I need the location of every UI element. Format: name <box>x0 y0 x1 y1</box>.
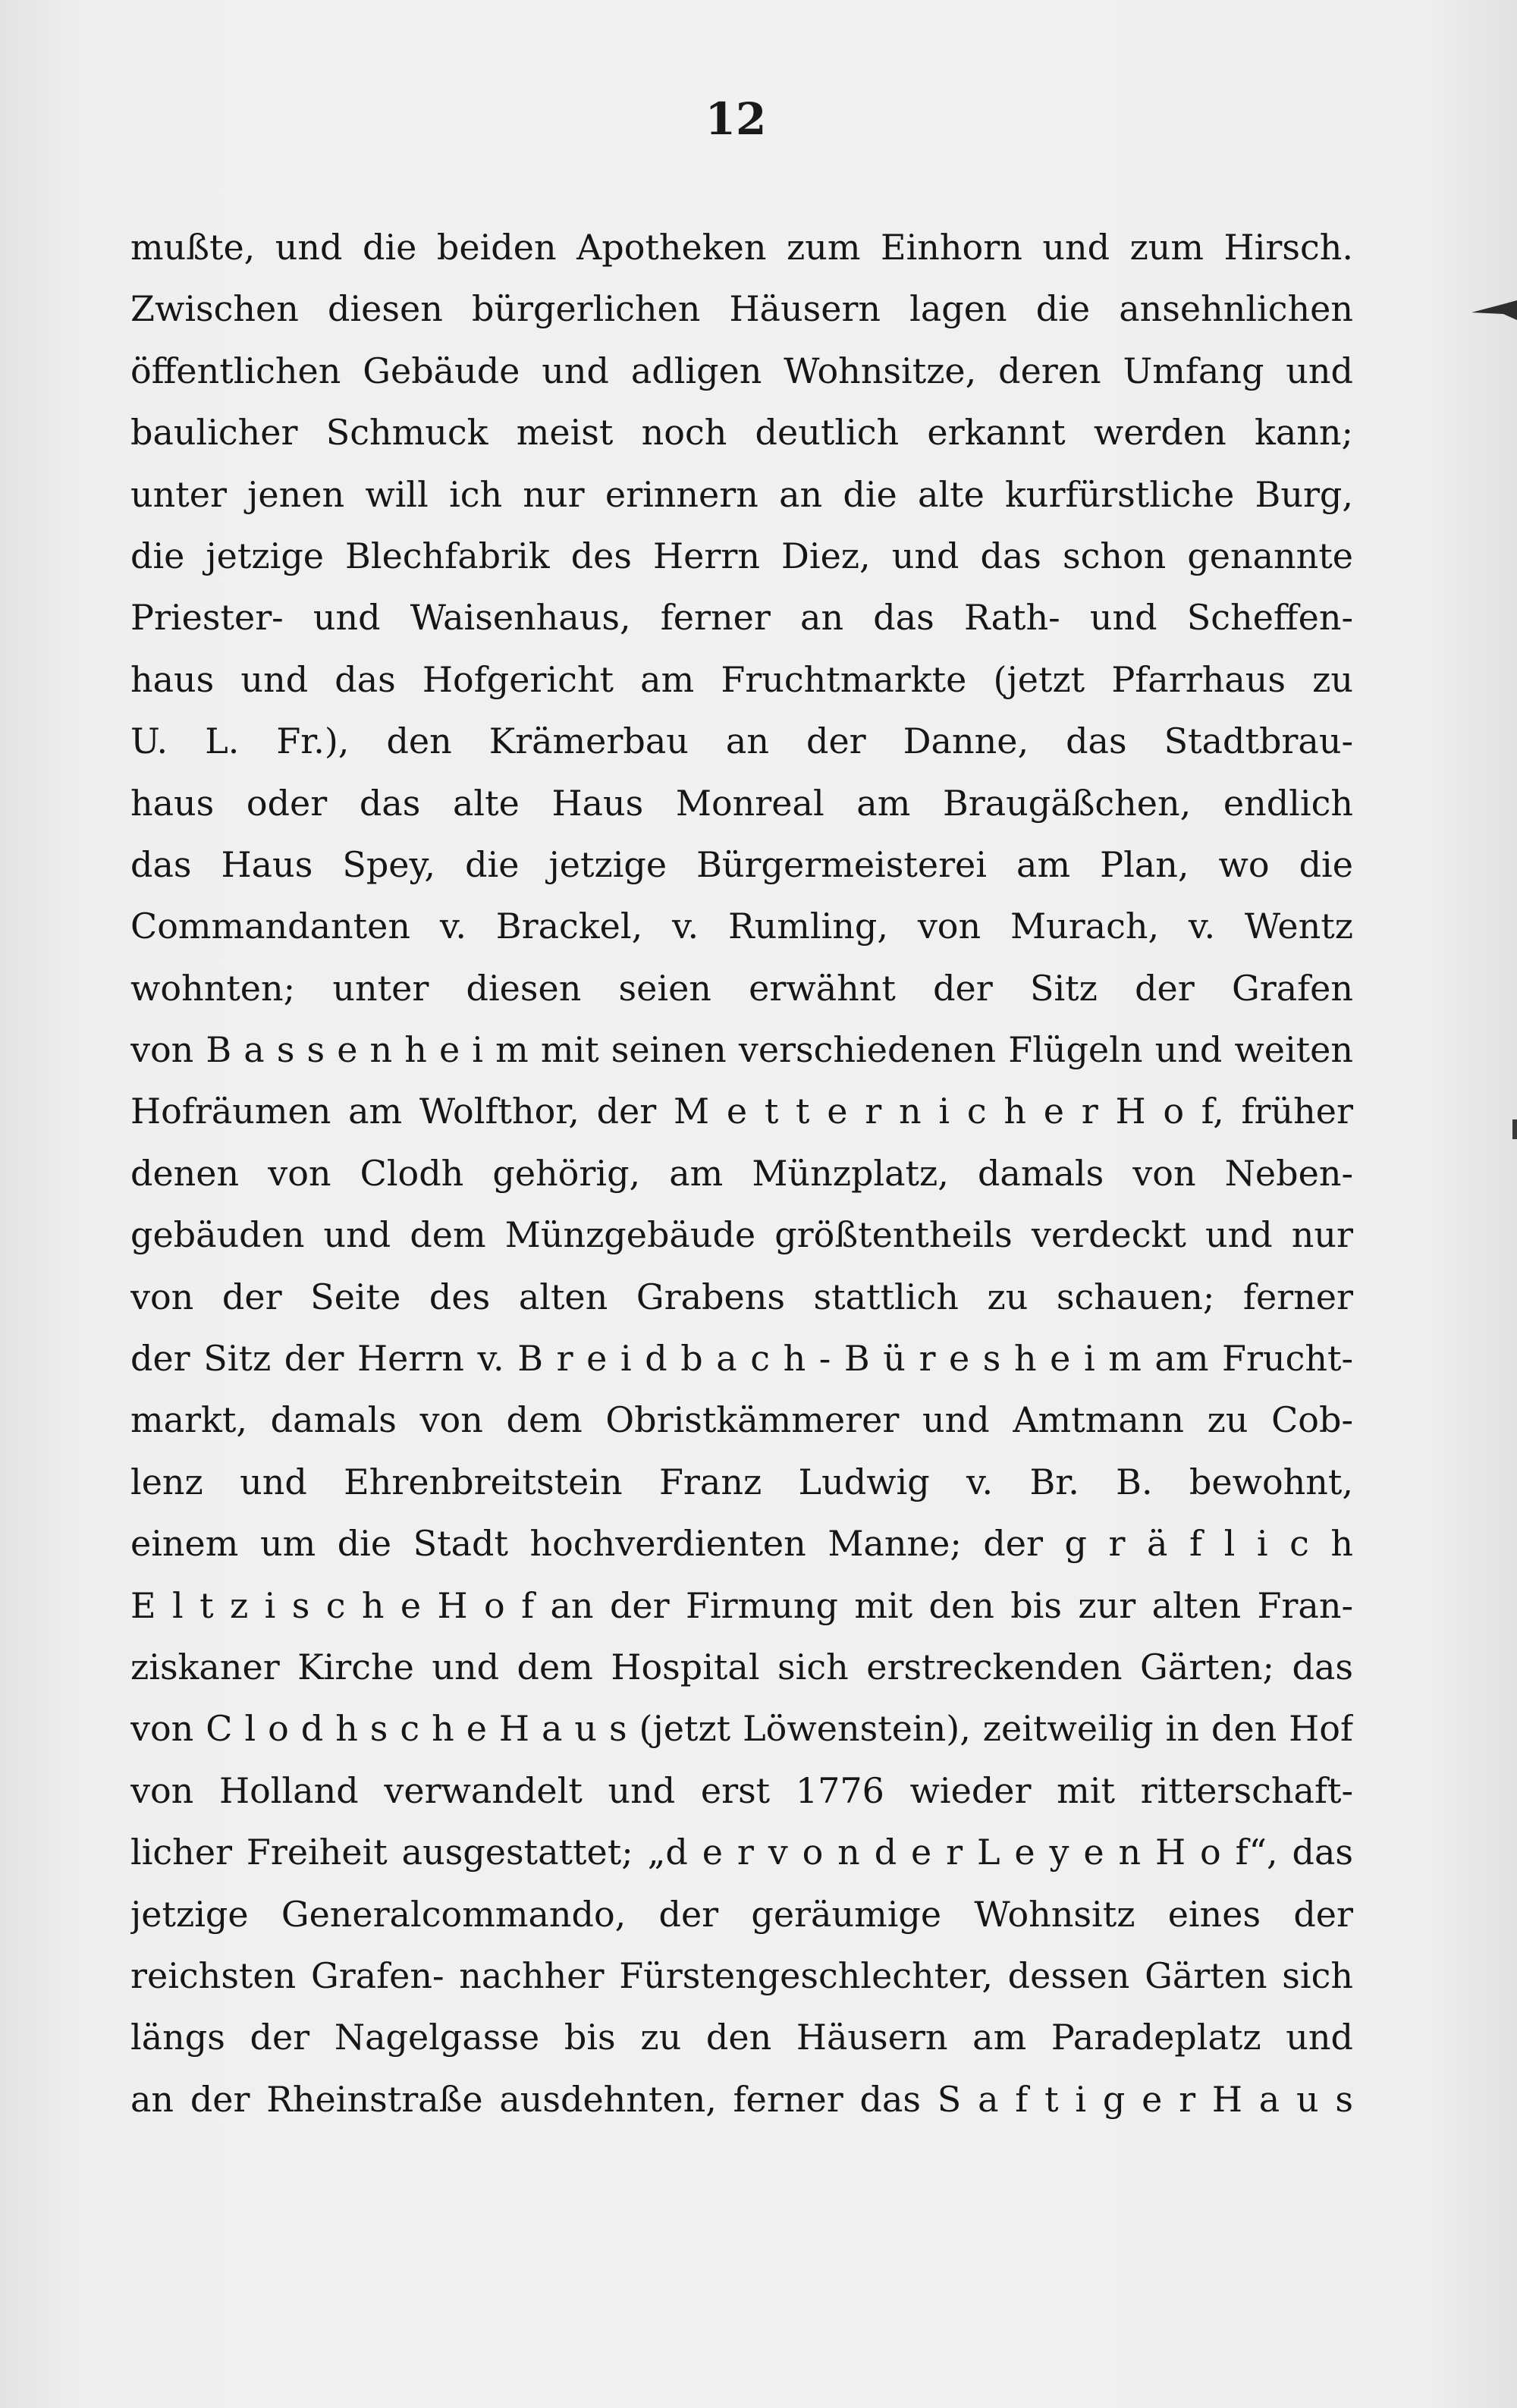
margin-tick <box>1512 1119 1517 1139</box>
text-line: haus oder das alte Haus Monreal am Braugäßchen, endlich <box>130 782 1353 824</box>
text-line: längs der Nagelgasse bis zu den Häusern am Paradeplatz und <box>130 2017 1353 2058</box>
text-line: das Haus Spey, die jetzige Bürgermeisterei am Plan, wo die <box>130 843 1353 885</box>
text-line: denen von Clodh gehörig, am Münzplatz, damals von Neben- <box>130 1152 1353 1194</box>
text-line: Priester- und Waisenhaus, ferner an das Rath- und Scheffen- <box>130 597 1353 639</box>
text-line: von Holland verwandelt und erst 1776 wieder mit ritterschaft- <box>130 1769 1353 1811</box>
text-line: markt, damals von dem Obristkämmerer und Amtmann zu Cob- <box>130 1399 1353 1441</box>
text-line: Commandanten v. Brackel, v. Rumling, von Murach, v. Wentz <box>130 906 1353 947</box>
text-line: öffentlichen Gebäude und adligen Wohnsitze, deren Umfang und <box>130 350 1353 391</box>
text-line: gebäuden und dem Münzgebäude größtentheils verdeckt und nur <box>130 1214 1353 1256</box>
text-line: ziskaner Kirche und dem Hospital sich erstreckenden Gärten; das <box>130 1646 1353 1687</box>
text-line: unter jenen will ich nur erinnern an die alte kurfürstliche Burg, <box>130 473 1353 515</box>
text-line: der Sitz der Herrn v. B r e i d b a c h - B ü r e s h e i m am Frucht- <box>130 1338 1353 1380</box>
text-line: von C l o d h s c h e H a u s (jetzt Löwenstein), zeitweilig in den Hof <box>130 1708 1353 1750</box>
text-line: Hofräumen am Wolfthor, der M e t t e r n i c h e r H o f, früher <box>130 1091 1353 1132</box>
text-line: von B a s s e n h e i m mit seinen verschiedenen Flügeln und weiten <box>130 1029 1353 1071</box>
margin-mark <box>1470 297 1517 326</box>
text-line: licher Freiheit ausgestattet; „d e r v o n d e r L e y e n H o f“, das <box>130 1832 1353 1873</box>
text-line: baulicher Schmuck meist noch deutlich erkannt werden kann; <box>130 412 1353 454</box>
text-line: an der Rheinstraße ausdehnten, ferner das S a f t i g e r H a u s <box>130 2078 1353 2120</box>
text-line: Zwischen diesen bürgerlichen Häusern lagen die ansehnlichen <box>130 288 1353 330</box>
body-text <box>130 217 1353 2130</box>
text-line: von der Seite des alten Grabens stattlich zu schauen; ferner <box>130 1276 1353 1317</box>
text-line: reichsten Grafen- nachher Fürstengeschlechter, dessen Gärten sich <box>130 1954 1353 1996</box>
text-line: E l t z i s c h e H o f an der Firmung mit den bis zur alten Fran- <box>130 1584 1353 1626</box>
text-line: die jetzige Blechfabrik des Herrn Diez, und das schon genannte <box>130 535 1353 576</box>
text-line: mußte, und die beiden Apotheken zum Einhorn und zum Hirsch. <box>130 227 1353 268</box>
text-line: jetzige Generalcommando, der geräumige Wohnsitz eines der <box>130 1893 1353 1935</box>
text-line: wohnten; unter diesen seien erwähnt der Sitz der Grafen <box>130 967 1353 1009</box>
text-line: lenz und Ehrenbreitstein Franz Ludwig v. Br. B. bewohnt, <box>130 1461 1353 1502</box>
text-line: haus und das Hofgericht am Fruchtmarkte (jetzt Pfarrhaus zu <box>130 658 1353 700</box>
page-number: 12 <box>705 93 767 145</box>
text-line: einem um die Stadt hochverdienten Manne; der g r ä f l i c h <box>130 1523 1353 1565</box>
text-line: U. L. Fr.), den Krämerbau an der Danne, das Stadtbrau- <box>130 721 1353 762</box>
